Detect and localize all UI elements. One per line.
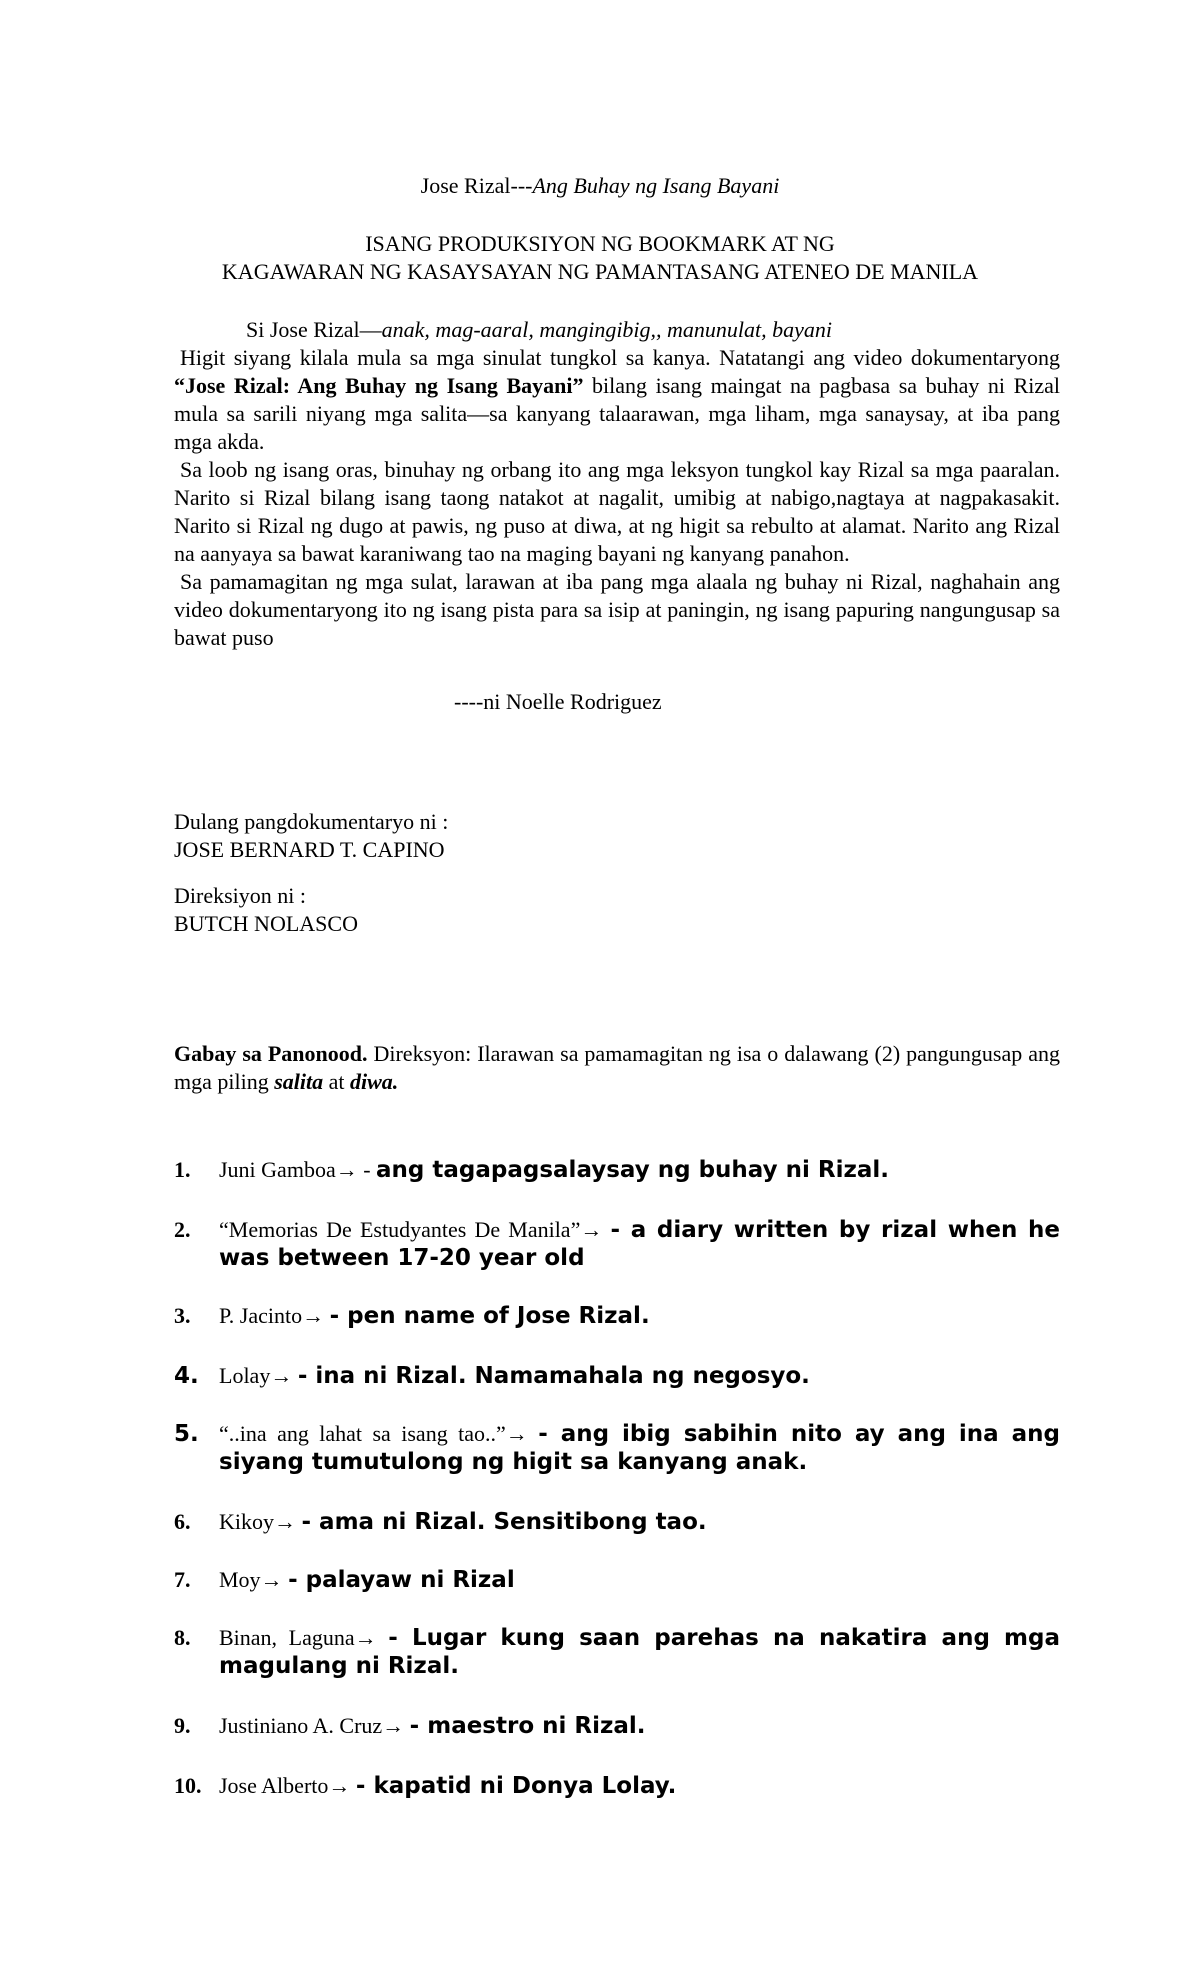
org-line-1: ISANG PRODUKSIYON NG BOOKMARK AT NG	[365, 231, 835, 256]
list-item	[174, 1566, 1060, 1594]
item-content	[219, 1712, 1060, 1740]
item-term: “..ina ang lahat sa isang tao..”→	[219, 1421, 539, 1446]
writer-name: JOSE BERNARD T. CAPINO	[174, 837, 445, 862]
director-name: BUTCH NOLASCO	[174, 911, 358, 936]
guide-word-diwa: diwa.	[350, 1069, 399, 1094]
intro-paragraph-2: Sa loob ng isang oras, binuhay ng orbang ito ang mga leksyon tungkol kay Rizal sa mga paaralan. Narito si Rizal bilang isang taong natakot at nagalit, umibig at nabigo,nagtaya at nagpakasakit. Narito si Rizal ng dugo at pawis, ng puso at diwa, at ng higit sa rebulto at alamat. Narito ang Rizal na aanyaya sa bawat karaniwang tao na maging bayani ng kanyang panahon.	[174, 457, 1060, 566]
item-number: 1.	[174, 1157, 191, 1182]
item-answer: - ama ni Rizal. Sensitibong tao.	[301, 1509, 707, 1535]
item-term: Binan, Laguna→	[219, 1625, 389, 1650]
intro-p1-end: bilang isang maingat na pagbasa sa buhay ni Rizal mula sa sarili niyang mga salita—sa kanyang talaarawan, mga liham, mga sanaysay, at iba pang mga akda.	[174, 373, 1060, 454]
item-answer: - maestro ni Rizal.	[409, 1713, 646, 1739]
item-number: 5.	[174, 1421, 199, 1447]
item-number: 2.	[174, 1217, 191, 1242]
list-item	[174, 1216, 1060, 1272]
list-item	[174, 1420, 1060, 1476]
intro-p1-start: Higit siyang kilala mula sa mga sinulat tungkol sa kanya. Natatangi ang video dokumentaryong	[180, 345, 1060, 370]
item-number: 6.	[174, 1509, 191, 1534]
item-number: 9.	[174, 1713, 191, 1738]
production-credit	[0, 230, 1200, 286]
item-number: 3.	[174, 1303, 191, 1328]
list-item	[174, 1508, 1060, 1536]
item-content	[219, 1302, 1060, 1330]
item-content	[219, 1156, 1060, 1184]
item-term: Jose Alberto→	[219, 1773, 356, 1798]
list-item	[174, 1302, 1060, 1330]
list-item	[174, 1624, 1060, 1680]
credits-spacer	[174, 868, 448, 882]
intro-paragraph-1	[174, 344, 1060, 456]
item-content	[219, 1772, 1060, 1800]
item-answer: ang tagapagsalaysay ng buhay ni Rizal.	[376, 1157, 890, 1183]
subtitle-italic: anak, mag-aaral, mangingibig,, manunulat, bayani	[381, 317, 833, 342]
item-answer: - kapatid ni Donya Lolay.	[355, 1773, 677, 1799]
item-content	[219, 1216, 1060, 1272]
director-label: Direksiyon ni :	[174, 883, 306, 908]
item-answer: - a diary written by rizal when he was between 17-20 year old	[219, 1217, 1060, 1271]
byline: ----ni Noelle Rodriguez	[454, 689, 662, 714]
item-number: 4.	[174, 1363, 199, 1389]
item-term: “Memorias De Estudyantes De Manila”→	[219, 1217, 611, 1242]
guide-text-b: at	[323, 1069, 351, 1094]
item-term: Lolay→	[219, 1363, 298, 1388]
item-term: Juni Gamboa→ -	[219, 1157, 377, 1182]
documentary-title: “Jose Rizal: Ang Buhay ng Isang Bayani”	[174, 373, 584, 398]
item-answer: - ang ibig sabihin nito ay ang ina ang siyang tumutulong ng higit sa kanyang anak.	[219, 1421, 1060, 1475]
guide-word-salita: salita	[274, 1069, 324, 1094]
list-item	[174, 1772, 1060, 1800]
credits	[174, 808, 448, 938]
guide-text-a: Direksyon: Ilarawan sa pamamagitan ng isa o dalawang (2) pangungusap ang mga piling	[174, 1041, 1060, 1094]
item-content	[219, 1420, 1060, 1476]
item-answer: - pen name of Jose Rizal.	[329, 1303, 650, 1329]
item-answer: - palayaw ni Rizal	[288, 1567, 515, 1593]
item-answer: - ina ni Rizal. Namamahala ng negosyo.	[297, 1363, 810, 1389]
item-content	[219, 1566, 1060, 1594]
title-italic: Ang Buhay ng Isang Bayani	[532, 173, 780, 198]
item-term: Justiniano A. Cruz→	[219, 1713, 410, 1738]
intro-text	[174, 344, 1060, 652]
answer-list	[174, 1156, 1060, 1800]
item-content	[219, 1362, 1060, 1390]
item-number: 7.	[174, 1567, 191, 1592]
document-title	[0, 172, 1200, 200]
subtitle	[246, 316, 832, 344]
guide-heading: Gabay sa Panonood.	[174, 1041, 368, 1066]
item-content	[219, 1508, 1060, 1536]
list-item	[174, 1712, 1060, 1740]
item-number: 10.	[174, 1773, 202, 1798]
item-term: Moy→	[219, 1567, 289, 1592]
viewing-guide	[174, 1040, 1060, 1096]
item-term: Kikoy→	[219, 1509, 302, 1534]
item-number: 8.	[174, 1625, 191, 1650]
item-content	[219, 1624, 1060, 1680]
intro-paragraph-3: Sa pamamagitan ng mga sulat, larawan at iba pang mga alaala ng buhay ni Rizal, naghahain ang video dokumentaryong ito ng isang pista para sa isip at paningin, ng isang papuring nangungusap sa bawat puso	[174, 569, 1060, 650]
list-item	[174, 1156, 1060, 1184]
item-term: P. Jacinto→	[219, 1303, 330, 1328]
title-plain: Jose Rizal---	[420, 173, 533, 198]
list-item	[174, 1362, 1060, 1390]
item-answer: - Lugar kung saan parehas na nakatira ang mga magulang ni Rizal.	[219, 1625, 1060, 1679]
subtitle-plain: Si Jose Rizal—	[246, 317, 382, 342]
org-line-2: KAGAWARAN NG KASAYSAYAN NG PAMANTASANG ATENEO DE MANILA	[221, 259, 979, 284]
writer-label: Dulang pangdokumentaryo ni :	[174, 809, 449, 834]
